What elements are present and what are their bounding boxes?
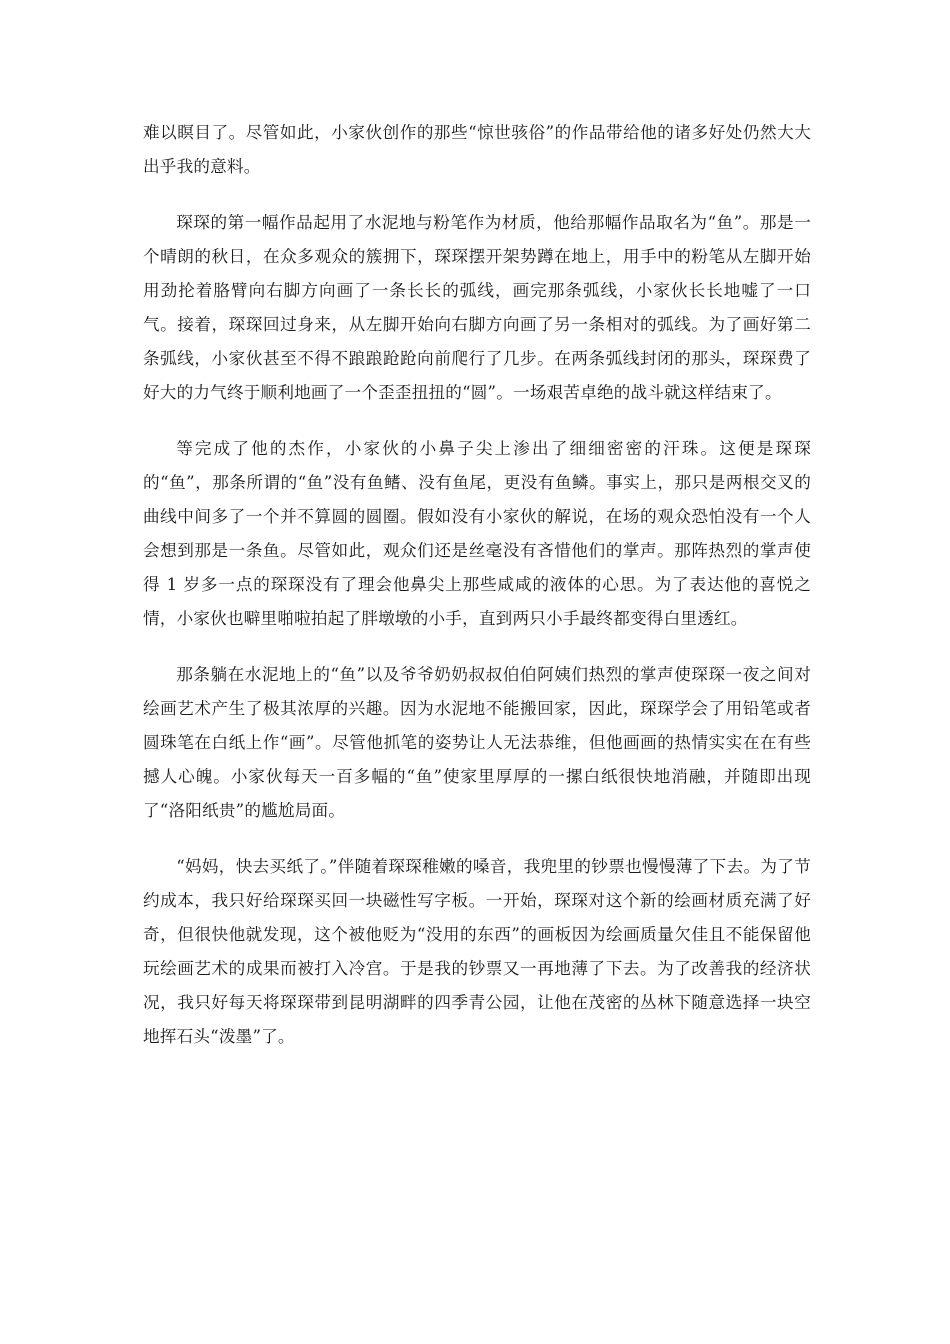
paragraph-5: “妈妈，快去买纸了。”伴随着琛琛稚嫩的嗓音，我兜里的钞票也慢慢薄了下去。为了节约成本，我只好给琛琛买回一块磁性写字板。一开始，琛琛对这个新的绘画材质充满了好奇，但很快他就发现，这个被他贬为“没用的东西”的画板因为绘画质量欠佳且不能保留他玩绘画艺术的成果而被打入冷宫。于是我的钞票又一再地薄了下去。为了改善我的经济状况，我只好每天将琛琛带到昆明湖畔的四季青公园，让他在茂密的丛林下随意选择一块空地挥石头“泼墨”了。 [143, 857, 811, 1046]
paragraph-2: 琛琛的第一幅作品起用了水泥地与粉笔作为材质，他给那幅作品取名为“鱼”。那是一个晴朗的秋日，在众多观众的簇拥下，琛琛摆开架势蹲在地上，用手中的粉笔从左脚开始用劲抡着胳臂向右脚方向画了一条长长的弧线，画完那条弧线，小家伙长长地嘘了一口气。接着，琛琛回过身来，从左脚开始向右脚方向画了另一条相对的弧线。为了画好第二条弧线，小家伙甚至不得不踉踉跄跄向前爬行了几步。在两条弧线封闭的那头，琛琛费了好大的力气终于顺利地画了一个歪歪扭扭的“圆”。一场艰苦卓绝的战斗就这样结束了。 [143, 213, 811, 402]
paragraph-1: 难以瞑目了。尽管如此，小家伙创作的那些“惊世骇俗”的作品带给他的诸多好处仍然大大出乎我的意料。 [143, 123, 811, 176]
paragraph-4: 那条躺在水泥地上的“鱼”以及爷爷奶奶叔叔伯伯阿姨们热烈的掌声使琛琛一夜之间对绘画艺术产生了极其浓厚的兴趣。因为水泥地不能搬回家，因此，琛琛学会了用铅笔或者圆珠笔在白纸上作“画”。尽管他抓笔的姿势让人无法恭维，但他画画的热情实实在在有些撼人心魄。小家伙每天一百多幅的“鱼”使家里厚厚的一摞白纸很快地消融，并随即出现了“洛阳纸贵”的尴尬局面。 [143, 665, 811, 820]
paragraph-3: 等完成了他的杰作，小家伙的小鼻子尖上渗出了细细密密的汗珠。这便是琛琛的“鱼”，那条所谓的“鱼”没有鱼鳍、没有鱼尾，更没有鱼鳞。事实上，那只是两根交叉的曲线中间多了一个并不算圆的圆圈。假如没有小家伙的解说，在场的观众恐怕没有一个人会想到那是一条鱼。尽管如此，观众们还是丝毫没有吝惜他们的掌声。那阵热烈的掌声使得 1 岁多一点的琛琛没有了理会他鼻尖上那些咸咸的液体的心思。为了表达他的喜悦之情，小家伙也噼里啪啦拍起了胖墩墩的小手，直到两只小手最终都变得白里透红。 [143, 439, 811, 628]
article-body [143, 116, 811, 1076]
